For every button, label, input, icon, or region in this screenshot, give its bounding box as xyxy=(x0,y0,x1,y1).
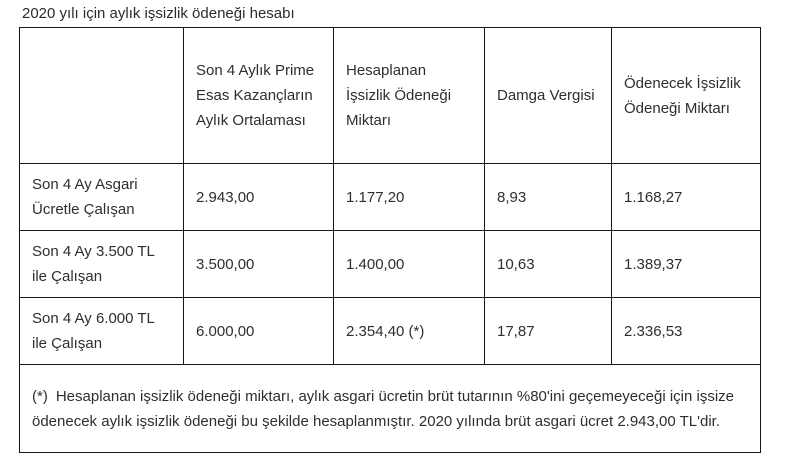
column-header-damga-vergisi: Damga Vergisi xyxy=(485,28,612,164)
cell-hesaplanan-odenek: 1.177,20 xyxy=(334,164,485,231)
column-header-odenecek-odenek: Ödenecek İşsizlik Ödeneği Miktarı xyxy=(612,28,761,164)
cell-prime-esas-kazanc: 2.943,00 xyxy=(184,164,334,231)
column-header-empty xyxy=(20,28,184,164)
table-row-6000-tl xyxy=(20,298,761,365)
cell-damga-vergisi: 8,93 xyxy=(485,164,612,231)
column-header-hesaplanan-odenek: Hesaplanan İşsizlik Ödeneği Miktarı xyxy=(334,28,485,164)
table-footnote-row xyxy=(20,365,761,453)
table-header-row xyxy=(20,28,761,164)
footnote-text: Hesaplanan işsizlik ödeneği miktarı, aylık asgari ücretin brüt tutarının %80'ini geçemeyeceği için işsize ödenecek aylık işsizlik ödeneği bu şekilde hesaplanmıştır. 2020 yılında brüt asgari ücret 2.943,00 TL'dir. xyxy=(32,387,735,430)
cell-prime-esas-kazanc: 3.500,00 xyxy=(184,231,334,298)
cell-damga-vergisi: 10,63 xyxy=(485,231,612,298)
cell-odenecek-odenek: 2.336,53 xyxy=(612,298,761,365)
row-label: Son 4 Ay 6.000 TL ile Çalışan xyxy=(20,298,184,365)
cell-odenecek-odenek: 1.168,27 xyxy=(612,164,761,231)
cell-damga-vergisi: 17,87 xyxy=(485,298,612,365)
column-header-prime-esas-kazanc: Son 4 Aylık Prime Esas Kazançların Aylık Ortalaması xyxy=(184,28,334,164)
unemployment-benefit-table xyxy=(19,27,761,453)
cell-hesaplanan-odenek: 1.400,00 xyxy=(334,231,485,298)
table-row-3500-tl xyxy=(20,231,761,298)
row-label: Son 4 Ay Asgari Ücretle Çalışan xyxy=(20,164,184,231)
cell-odenecek-odenek: 1.389,37 xyxy=(612,231,761,298)
cell-hesaplanan-odenek: 2.354,40 (*) xyxy=(334,298,485,365)
footnote-cell xyxy=(20,365,761,453)
footnote-marker: (*) xyxy=(32,387,48,405)
table-row-asgari-ucret xyxy=(20,164,761,231)
cell-prime-esas-kazanc: 6.000,00 xyxy=(184,298,334,365)
row-label: Son 4 Ay 3.500 TL ile Çalışan xyxy=(20,231,184,298)
page-title: 2020 yılı için aylık işsizlik ödeneği hesabı xyxy=(22,5,295,22)
